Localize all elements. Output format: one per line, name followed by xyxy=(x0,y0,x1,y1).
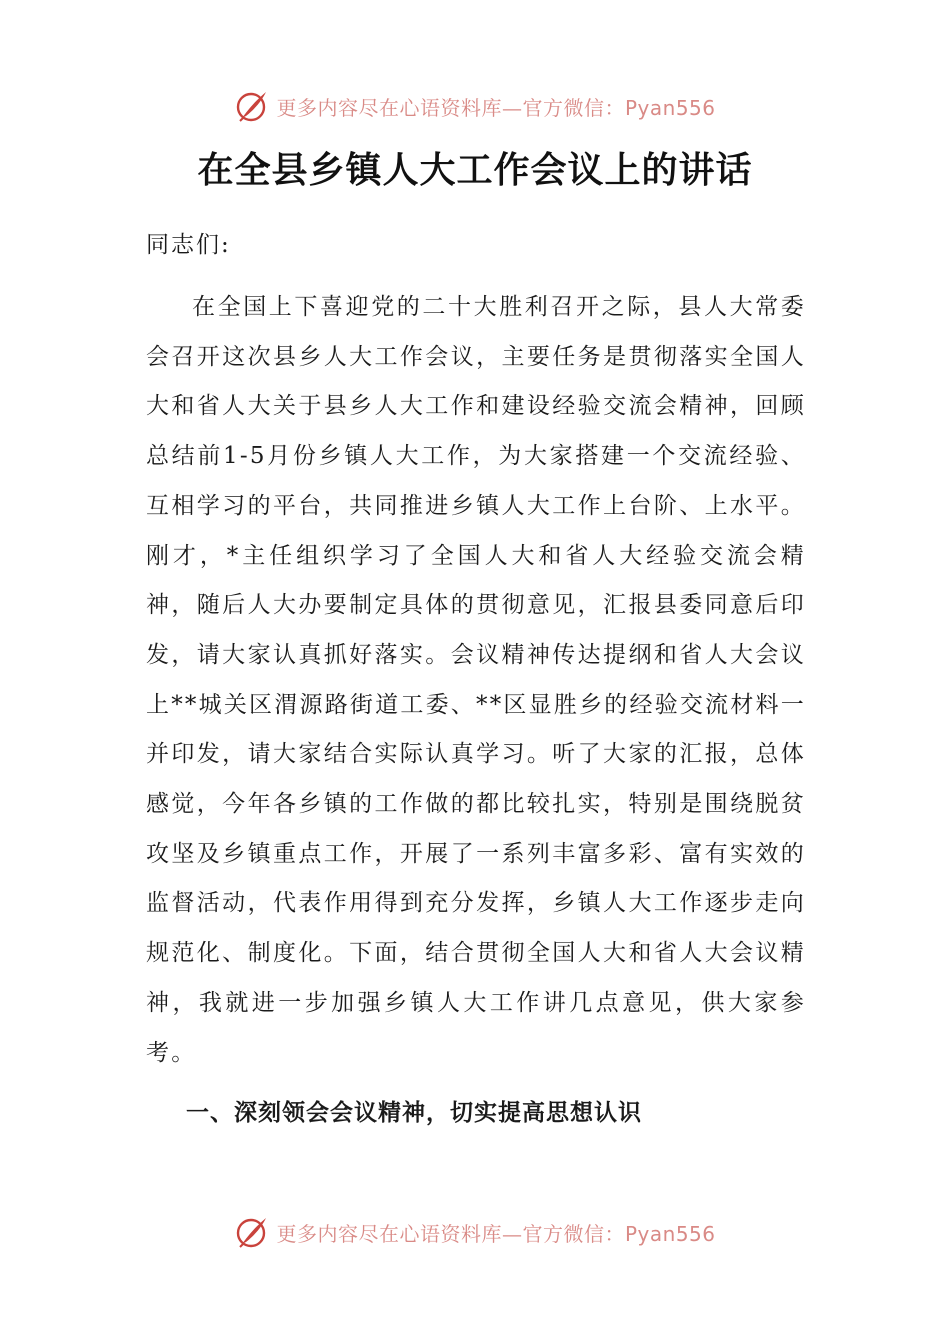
watermark-text: 更多内容尽在心语资料库—官方微信：Pyan556 xyxy=(276,95,716,120)
footer-watermark xyxy=(0,1212,950,1252)
quill-pen-logo-icon xyxy=(234,88,270,124)
quill-pen-logo-icon xyxy=(234,1214,270,1250)
body-paragraph: 在全国上下喜迎党的二十大胜利召开之际，县人大常委会召开这次县乡人大工作会议，主要任务是贯彻落实全国人大和省人大关于县乡人大工作和建设经验交流会精神，回顾总结前1-5月份乡镇人大工作，为大家搭建一个交流经验、互相学习的平台，共同推进乡镇人大工作上台阶、上水平。刚才，*主任组织学习了全国人大和省人大经验交流会精神，随后人大办要制定具体的贯彻意见，汇报县委同意后印发，请大家认真抓好落实。会议精神传达提纲和省人大会议上**城关区渭源路街道工委、**区显胜乡的经验交流材料一并印发，请大家结合实际认真学习。听了大家的汇报，总体感觉，今年各乡镇的工作做的都比较扎实，特别是围绕脱贫攻坚及乡镇重点工作，开展了一系列丰富多彩、富有实效的监督活动，代表作用得到充分发挥，乡镇人大工作逐步走向规范化、制度化。下面，结合贯彻全国人大和省人大会议精神，我就进一步加强乡镇人大工作讲几点意见，供大家参考。 xyxy=(146,294,806,1066)
section-heading: 一、深刻领会会议精神，切实提高思想认识 xyxy=(186,1099,642,1126)
salutation: 同志们: xyxy=(146,232,231,258)
watermark-text: 更多内容尽在心语资料库—官方微信：Pyan556 xyxy=(276,1221,716,1246)
header-watermark xyxy=(0,86,950,126)
document-title: 在全县乡镇人大工作会议上的讲话 xyxy=(197,149,753,191)
